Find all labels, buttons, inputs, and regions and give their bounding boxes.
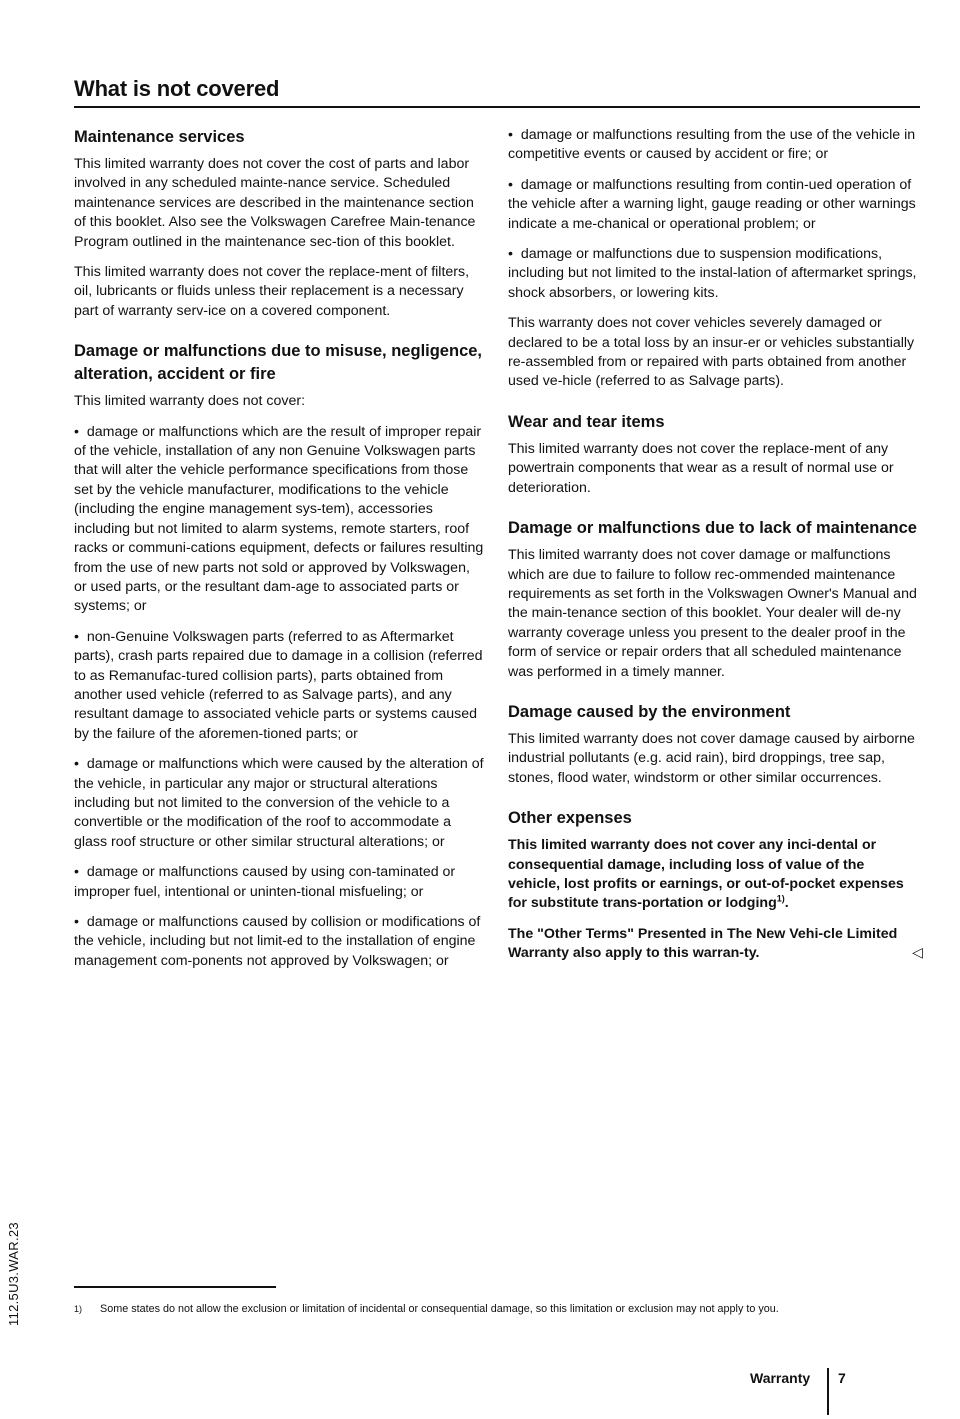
lack-maintenance-heading: Damage or malfunctions due to lack of maintenance	[508, 519, 917, 538]
document-code: 112.5U3.WAR.23	[6, 1222, 21, 1326]
footnote-text: Some states do not allow the exclusion or limitation of incidental or consequential damage, so this limitation or exclusion may not apply to you.	[100, 1303, 779, 1315]
footnote-mark: 1)	[74, 1304, 83, 1314]
bullet-improper-repair: • damage or malfunctions which are the result of improper repair of the vehicle, installation of any non Genuine Volkswagen parts that will alter the vehicle performance specifications from those set by the vehicle manufacturer, modifications to the vehicle (including the engine management sys-tem), accessories including but not limited to alarm systems, remote starters, roof racks or communi-cations equipment, defects or failures resulting from the use of new parts not sold or approved by Volkswagen, or used parts, or the resultant dam-age to associated parts or systems; or	[74, 423, 486, 617]
other-expenses-period: .	[784, 895, 789, 912]
other-expenses-text: This limited warranty does not cover any inci-dental or consequential damage, including loss of value of the vehicle, lost profits or earnings, or out-of-pocket expenses for substitute trans-portation or lodging	[508, 837, 904, 912]
other-terms-paragraph	[508, 925, 923, 964]
other-expenses-heading: Other expenses	[508, 809, 632, 828]
other-terms-text: The "Other Terms" Presented in The New Vehi-cle Limited Warranty also apply to this warran-ty.	[508, 925, 898, 962]
lack-maintenance-paragraph: This limited warranty does not cover damage or malfunctions which are due to failure to follow rec-ommended maintenance requirements as set forth in the Volkswagen Owner's Manual and the main-tenance section of this booklet. Your dealer will de-ny warranty coverage unless you present to the dealer proof in the form of service or repair orders that all scheduled maintenance was performed in a timely manner.	[508, 547, 917, 680]
maintenance-paragraph-2: This limited warranty does not cover the replace-ment of filters, oil, lubricants or fluids unless their replacement is a necessary part of warranty serv-ice on a covered component.	[74, 264, 470, 319]
footer-divider	[827, 1368, 829, 1415]
misuse-heading: Damage or malfunctions due to misuse, negligence, alteration, accident or fire	[74, 342, 483, 384]
left-column	[74, 126, 486, 982]
environment-paragraph: This limited warranty does not cover damage caused by airborne industrial pollutants (e.g. acid rain), bird droppings, tree sap, stones, flood water, windstorm or other similar occurrences.	[508, 730, 915, 786]
page-header	[74, 76, 920, 102]
wear-heading: Wear and tear items	[508, 412, 665, 431]
right-column	[508, 126, 923, 975]
bullet-collision: • damage or malfunctions caused by collision or modifications of the vehicle, including but not limit-ed to the installation of engine management com-ponents not approved by Volkswagen; or	[74, 913, 486, 971]
maintenance-paragraph-1: This limited warranty does not cover the cost of parts and labor involved in any scheduled mainte-nance service. Scheduled maintenance services are described in the maintenance section of this booklet. Also see the Volkswagen Carefree Main-tenance Program outlined in the maintenance sec-tion of this booklet.	[74, 156, 476, 250]
footer-section-label: Warranty	[750, 1370, 811, 1386]
header-rule	[74, 106, 920, 108]
footnote	[74, 1302, 920, 1317]
bullet-improper-fuel: • damage or malfunctions caused by using con-taminated or improper fuel, intentional or uninten-tional misfueling; or	[74, 863, 486, 902]
page-number: 7	[838, 1370, 846, 1386]
environment-heading: Damage caused by the environment	[508, 702, 791, 721]
bullet-suspension: • damage or malfunctions due to suspension modifications, including but not limited to the instal-lation of aftermarket springs, shock absorbers, or lowering kits.	[508, 245, 920, 303]
footnote-ref: 1)	[776, 893, 785, 904]
other-expenses-paragraph	[508, 836, 920, 914]
bullet-non-genuine-parts: • non-Genuine Volkswagen parts (referred to as Aftermarket parts), crash parts repaired due to damage in a collision (referred to as Remanufac-tured collision parts), parts obtained from another used vehicle (referred to as Salvage parts), and any resultant damage to associated vehicle parts or systems caused by the failure of the aforemen-tioned parts; or	[74, 628, 486, 744]
maintenance-heading: Maintenance services	[74, 128, 245, 146]
end-of-section-icon: ◁	[912, 945, 923, 962]
bullet-warning-light: • damage or malfunctions resulting from contin-ued operation of the vehicle after a warning light, gauge reading or other warnings indicate a me-chanical or operational problem; or	[508, 176, 920, 234]
misuse-intro: This limited warranty does not cover:	[74, 393, 306, 410]
bullet-alteration: • damage or malfunctions which were caused by the alteration of the vehicle, in particular any major or structural alterations including but not limited to the conversion of the vehicle to a convertible or the modification of the roof to accommodate a glass roof structure or other similar structural alterations; or	[74, 755, 486, 852]
page-title: What is not covered	[74, 76, 280, 101]
bullet-competitive-events: • damage or malfunctions resulting from the use of the vehicle in competitive events or caused by accident or fire; or	[508, 126, 920, 165]
salvage-paragraph: This warranty does not cover vehicles severely damaged or declared to be a total loss by an insur-er or vehicles substantially re-assembled from or repaired with parts obtained from another used ve-hicle (referred to as Salvage parts).	[508, 315, 915, 390]
wear-paragraph: This limited warranty does not cover the replace-ment of any powertrain components that wear as a result of normal use or deterioration.	[508, 440, 894, 496]
footnote-rule	[74, 1286, 276, 1288]
